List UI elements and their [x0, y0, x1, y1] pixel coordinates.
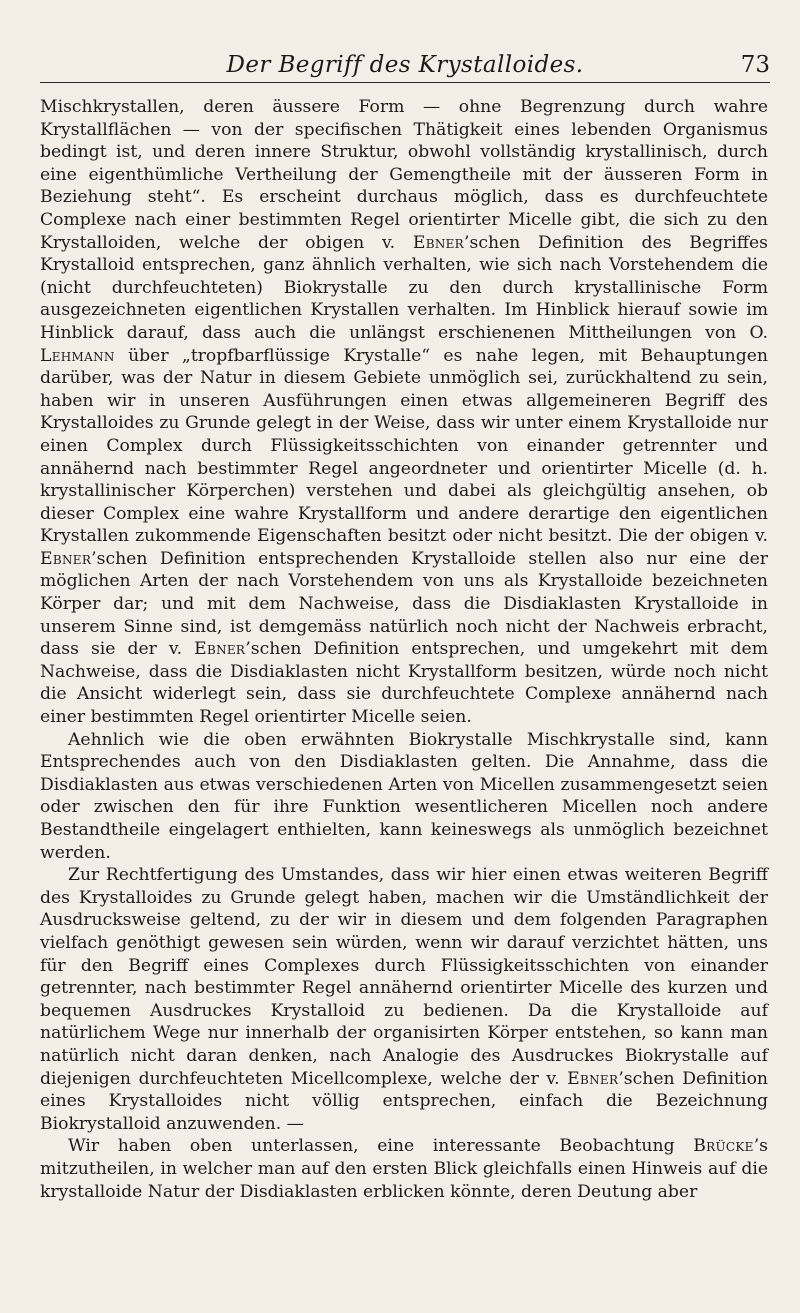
- author-name: Brücke: [693, 1136, 754, 1157]
- paragraph-4: [40, 1135, 768, 1203]
- body-text: [40, 96, 768, 1203]
- text-run: ’schen Definition entsprechenden Krystalloide stellen also nur eine der möglichen Arten der nach Vorstehendem von uns als Krystalloide bezeichneten Körper dar; und mit dem Nachweise, dass die Disdiaklasten Krystalloide in unserem Sinne sind, ist demgemäss natürlich noch nicht der Nachweis erbracht, dass sie der v.: [40, 548, 768, 660]
- text-run: ’schen Definition entsprechen, und umgekehrt mit dem Nachweise, dass die Disdiaklasten nicht Krystallform besitzen, würde noch nicht die Ansicht widerlegt sein, dass sie durchfeuchtete Complexe annähernd nach einer bestimmten Regel orientirter Micelle seien.: [40, 639, 768, 728]
- text-run: über „tropfbarflüssige Krystalle“ es nahe legen, mit Behauptungen darüber, was der Natur in diesem Gebiete unmöglich sei, zurückhaltend zu sein, haben wir in unseren Ausführungen einen etwas allgemeineren Begriff des Krystalloides zu Grunde gelegt in der Weise, dass wir unter einem Krystalloide nur einen Complex durch Flüssigkeitsschichten von einander getrennter und annähernd nach bestimmter Regel angeordneter und orientirter Micelle (d. h. krystallinischer Körperchen) verstehen und dabei als gleichgültig ansehen, ob dieser Complex eine wahre Krystallform und andere derartige den eigentlichen Krystallen zukommende Eigenschaften besitzt oder nicht besitzt. Die der obigen v.: [40, 345, 768, 547]
- running-title: Der Begriff des Krystalloides.: [226, 52, 584, 78]
- text-run: Mischkrystallen, deren äussere Form — ohne Begrenzung durch wahre Krystallflächen — von der specifischen Thätigkeit eines lebenden Organismus bedingt ist, und deren innere Struktur, obwohl vollständig krystallinisch, durch eine eigenthümliche Vertheilung der Gemengtheile mit der äusseren Form in Beziehung steht“. Es erscheint durchaus möglich, dass es durchfeuchtete Complexe nach einer bestimmten Regel orientirter Micelle gibt, die sich zu den Krystalloiden, welche der obigen v.: [40, 97, 768, 253]
- author-name: Ebner: [194, 639, 246, 660]
- paragraph-3: [40, 864, 768, 1135]
- paragraph-1: [40, 96, 768, 729]
- author-name: Ebner: [412, 232, 465, 253]
- text-run: ’schen Definition eines Krystalloides nicht völlig entsprechen, einfach die Bezeichnung Biokrystalloid anzuwenden. —: [40, 1068, 768, 1134]
- text-run: Aehnlich wie die oben erwähnten Biokrystalle Mischkrystalle sind, kann Entsprechendes auch von den Disdiaklasten gelten. Die Annahme, dass die Disdiaklasten aus etwas verschiedenen Arten von Micellen zusammengesetzt seien oder zwischen den für ihre Funktion wesentlicheren Micellen noch andere Bestandtheile eingelagert enthielten, kann keineswegs als unmöglich bezeichnet werden.: [40, 729, 768, 863]
- page-number: 73: [740, 52, 770, 78]
- text-run: ’schen Definition des Begriffes Krystalloid entsprechen, ganz ähnlich verhalten, wie sich nach Vorstehendem die (nicht durchfeuchteten) Biokrystalle zu den durch krystallinische Form ausgezeichneten eigentlichen Krystallen verhalten. Im Hinblick hierauf sowie im Hinblick darauf, dass auch die unlängst erschienenen Mittheilungen von O.: [40, 232, 768, 343]
- text-run: Wir haben oben unterlassen, eine interessante Beobachtung: [68, 1136, 694, 1157]
- text-run: ’s mitzutheilen, in welcher man auf den ersten Blick gleichfalls einen Hinweis auf die krystalloide Natur der Disdiaklasten erblicken könnte, deren Deutung aber: [40, 1136, 768, 1202]
- author-name: Ebner: [567, 1068, 619, 1089]
- author-name: Lehmann: [40, 345, 115, 366]
- text-run: Zur Rechtfertigung des Umstandes, dass wir hier einen etwas weiteren Begriff des Krystalloides zu Grunde gelegt haben, machen wir die Umständlichkeit der Ausdrucksweise geltend, zu der wir in diesem und dem folgenden Paragraphen vielfach genöthigt gewesen sein würden, wenn wir darauf verzichtet hätten, uns für den Begriff eines Complexes durch Flüssigkeitsschichten von einander getrennter, nach bestimmter Regel annähernd orientirter Micelle des kurzen und bequemen Ausdruckes Krystalloid zu bedienen. Da die Krystalloide auf natürlichem Wege nur innerhalb der organisirten Körper entstehen, so kann man natürlich nicht daran denken, nach Analogie des Ausdruckes Biokrystalle auf diejenigen durchfeuchteten Micellcomplexe, welche der v.: [40, 865, 768, 1089]
- paragraph-2: [40, 729, 768, 865]
- author-name: Ebner: [40, 548, 92, 569]
- running-header: [40, 52, 770, 83]
